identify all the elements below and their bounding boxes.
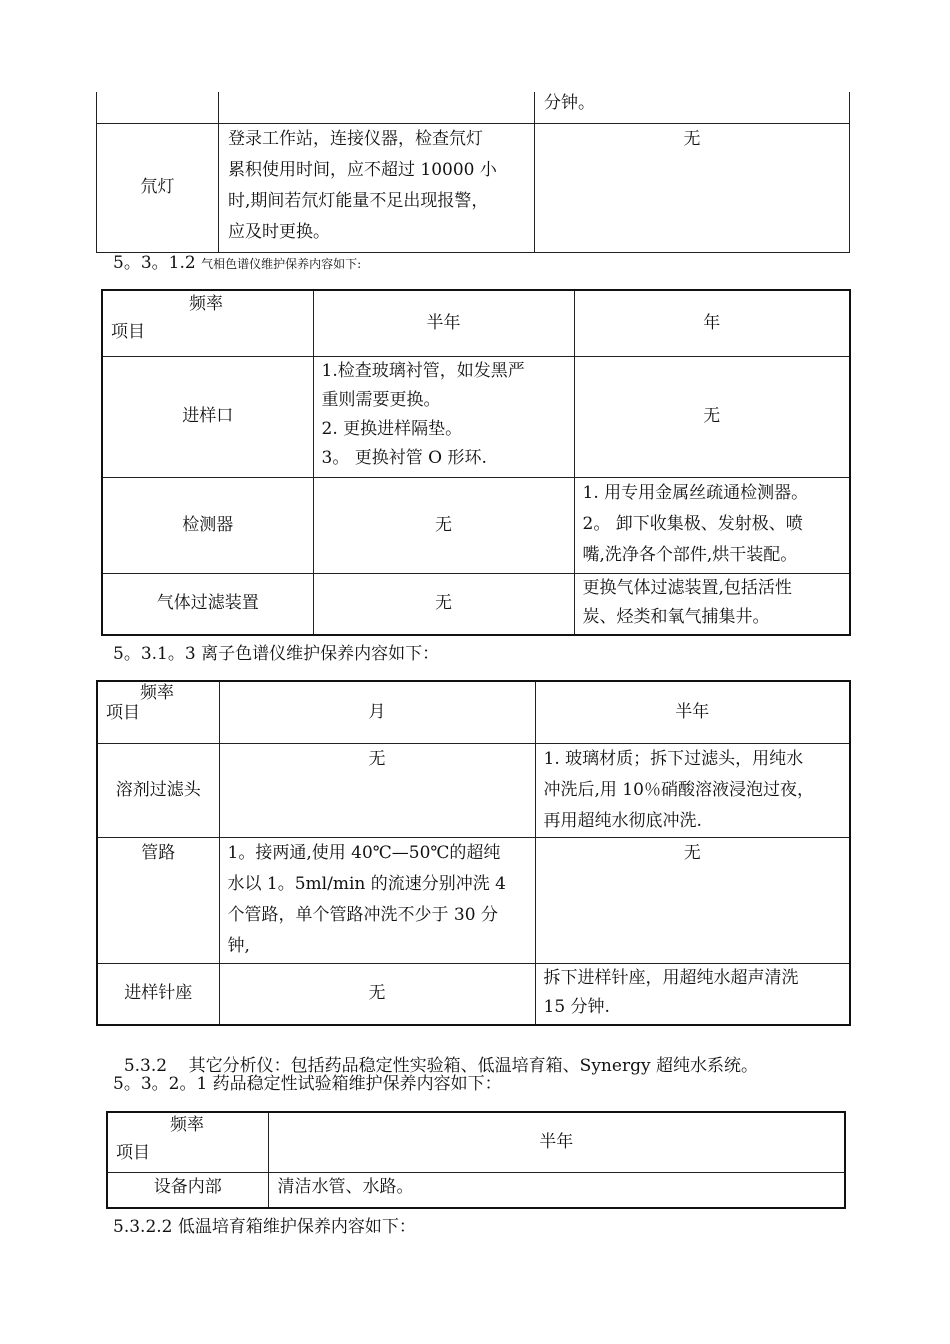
cell-line: 应及时更换。 <box>228 221 330 242</box>
table-cell <box>535 743 850 837</box>
table-cell <box>535 963 850 1025</box>
cell-text: 无 <box>683 128 701 149</box>
table-cell <box>313 356 574 477</box>
cell-line: 1.检查玻璃衬管，如发黑严 <box>321 360 525 381</box>
section-number: 5。3。1.2 <box>113 253 196 273</box>
header-label: 半年 <box>426 312 461 333</box>
item-cell <box>107 1172 268 1208</box>
item-label: 管路 <box>141 842 176 863</box>
cell-line: 重则需要更换。 <box>321 389 441 410</box>
item-cell <box>97 963 219 1025</box>
section-text: 气相色谱仪维护保养内容如下: <box>201 257 362 271</box>
cell-line: 炭、烃类和氧气捕集井。 <box>582 606 770 627</box>
cell-text: 无 <box>368 748 386 769</box>
cell-line: 再用超纯水彻底冲洗. <box>543 810 702 831</box>
header-label: 月 <box>368 701 386 722</box>
cell-line: 3。 更换衬管 O 形环. <box>321 447 487 468</box>
header-frequency: 频率 <box>170 1115 204 1135</box>
table-header-row <box>97 681 850 743</box>
ic-maintenance-table <box>96 680 851 1026</box>
section-text: 5.3.2.2 低温培育箱维护保养内容如下： <box>113 1217 416 1237</box>
header-label: 半年 <box>675 701 710 722</box>
table-cell <box>219 92 535 123</box>
section-text: 5。3。2。1 药品稳定性试验箱维护保养内容如下： <box>113 1074 502 1094</box>
item-cell <box>102 356 313 477</box>
item-cell <box>97 123 219 252</box>
item-cell <box>97 743 219 837</box>
item-cell <box>97 837 219 963</box>
table-cell <box>574 573 850 635</box>
header-label: 半年 <box>539 1131 574 1152</box>
table-row <box>107 1172 845 1208</box>
table-cell <box>535 92 850 123</box>
header-cell <box>268 1112 845 1172</box>
section-heading-532 <box>113 1030 758 1078</box>
item-cell <box>102 477 313 573</box>
cell-line: 水以 1。5ml/min 的流速分别冲洗 4 <box>227 873 506 894</box>
table-row <box>102 573 850 635</box>
cell-line: 1. 用专用金属丝疏通检测器。 <box>582 482 809 503</box>
cell-line: 1. 玻璃材质；拆下过滤头，用纯水 <box>543 748 804 769</box>
cell-line: 累积使用时间，应不超过 10000 小 <box>228 159 497 180</box>
header-item: 项目 <box>106 703 140 723</box>
cell-text: 无 <box>683 842 701 863</box>
table-cell <box>219 963 535 1025</box>
cell-line: 更换气体过滤装置,包括活性 <box>582 577 792 598</box>
table-cell <box>97 92 219 123</box>
diagonal-header-cell <box>107 1112 268 1172</box>
item-label: 进样口 <box>182 406 234 426</box>
cell-line: 嘴,洗净各个部件,烘干装配。 <box>582 544 798 565</box>
table-cell <box>219 123 535 252</box>
cell-text: 无 <box>435 593 452 614</box>
header-frequency: 频率 <box>189 294 223 314</box>
section-heading-5322 <box>113 1215 416 1239</box>
section-heading-5321 <box>113 1072 502 1096</box>
table-cell <box>219 837 535 963</box>
table-row <box>97 743 850 837</box>
section-text: 5。3.1。3 离子色谱仪维护保养内容如下： <box>113 644 440 664</box>
section-heading-5312 <box>113 251 361 276</box>
table-row <box>97 837 850 963</box>
item-label: 溶剂过滤头 <box>115 779 201 800</box>
cell-text: 分钟。 <box>544 93 595 113</box>
header-cell <box>313 290 574 356</box>
header-cell <box>574 290 850 356</box>
cell-line: 时,期间若氘灯能量不足出现报警， <box>228 190 489 211</box>
table-header-row <box>107 1112 845 1172</box>
cell-line: 2. 更换进样隔垫。 <box>321 418 463 439</box>
cell-text: 无 <box>435 514 452 535</box>
cell-line: 1。接两通,使用 40℃—50℃的超纯 <box>227 842 501 863</box>
header-frequency: 频率 <box>140 683 174 703</box>
cell-line: 15 分钟. <box>543 996 610 1017</box>
item-label: 气体过滤装置 <box>156 593 259 614</box>
diagonal-header-cell <box>102 290 313 356</box>
header-cell <box>535 681 850 743</box>
item-label: 氘灯 <box>140 177 175 197</box>
cell-line: 冲洗后,用 10％硝酸溶液浸泡过夜， <box>543 779 814 800</box>
table-cell <box>574 477 850 573</box>
table-cell <box>313 477 574 573</box>
table-header-row <box>102 290 850 356</box>
gc-maintenance-table <box>101 289 851 636</box>
cell-line: 拆下进样针座，用超纯水超声清洗 <box>543 967 799 988</box>
cell-line: 钟, <box>227 935 250 956</box>
header-item: 项目 <box>111 322 145 342</box>
table-cell <box>268 1172 845 1208</box>
cell-text: 清洁水管、水路。 <box>277 1176 414 1197</box>
item-cell <box>102 573 313 635</box>
diagonal-header-cell <box>97 681 219 743</box>
table-row <box>97 123 850 252</box>
table-row <box>102 477 850 573</box>
cell-line: 个管路，单个管路冲洗不少于 30 分 <box>227 904 498 925</box>
section-heading-5313 <box>113 642 439 666</box>
item-label: 设备内部 <box>153 1176 222 1197</box>
section-text: 5.3.2 其它分析仪：包括药品稳定性实验箱、低温培育箱、Synergy 超纯水系统。 <box>123 1056 758 1076</box>
cell-text: 无 <box>368 983 386 1004</box>
stability-chamber-table <box>106 1111 846 1209</box>
cell-line: 2。 卸下收集极、发射极、喷 <box>582 513 803 534</box>
table-cell <box>535 837 850 963</box>
item-label: 检测器 <box>182 514 234 535</box>
cell-line: 登录工作站，连接仪器，检查氘灯 <box>228 128 483 149</box>
header-item: 项目 <box>116 1143 150 1163</box>
table-cell <box>219 743 535 837</box>
cell-text: 无 <box>703 406 721 426</box>
table-cell <box>535 123 850 252</box>
table-cell <box>574 356 850 477</box>
table-row <box>102 356 850 477</box>
item-label: 进样针座 <box>124 983 193 1004</box>
header-label: 年 <box>703 312 721 333</box>
table-cell <box>313 573 574 635</box>
table-row <box>97 92 850 123</box>
header-cell <box>219 681 535 743</box>
table-row <box>97 963 850 1025</box>
lamp-maintenance-table <box>96 92 850 253</box>
